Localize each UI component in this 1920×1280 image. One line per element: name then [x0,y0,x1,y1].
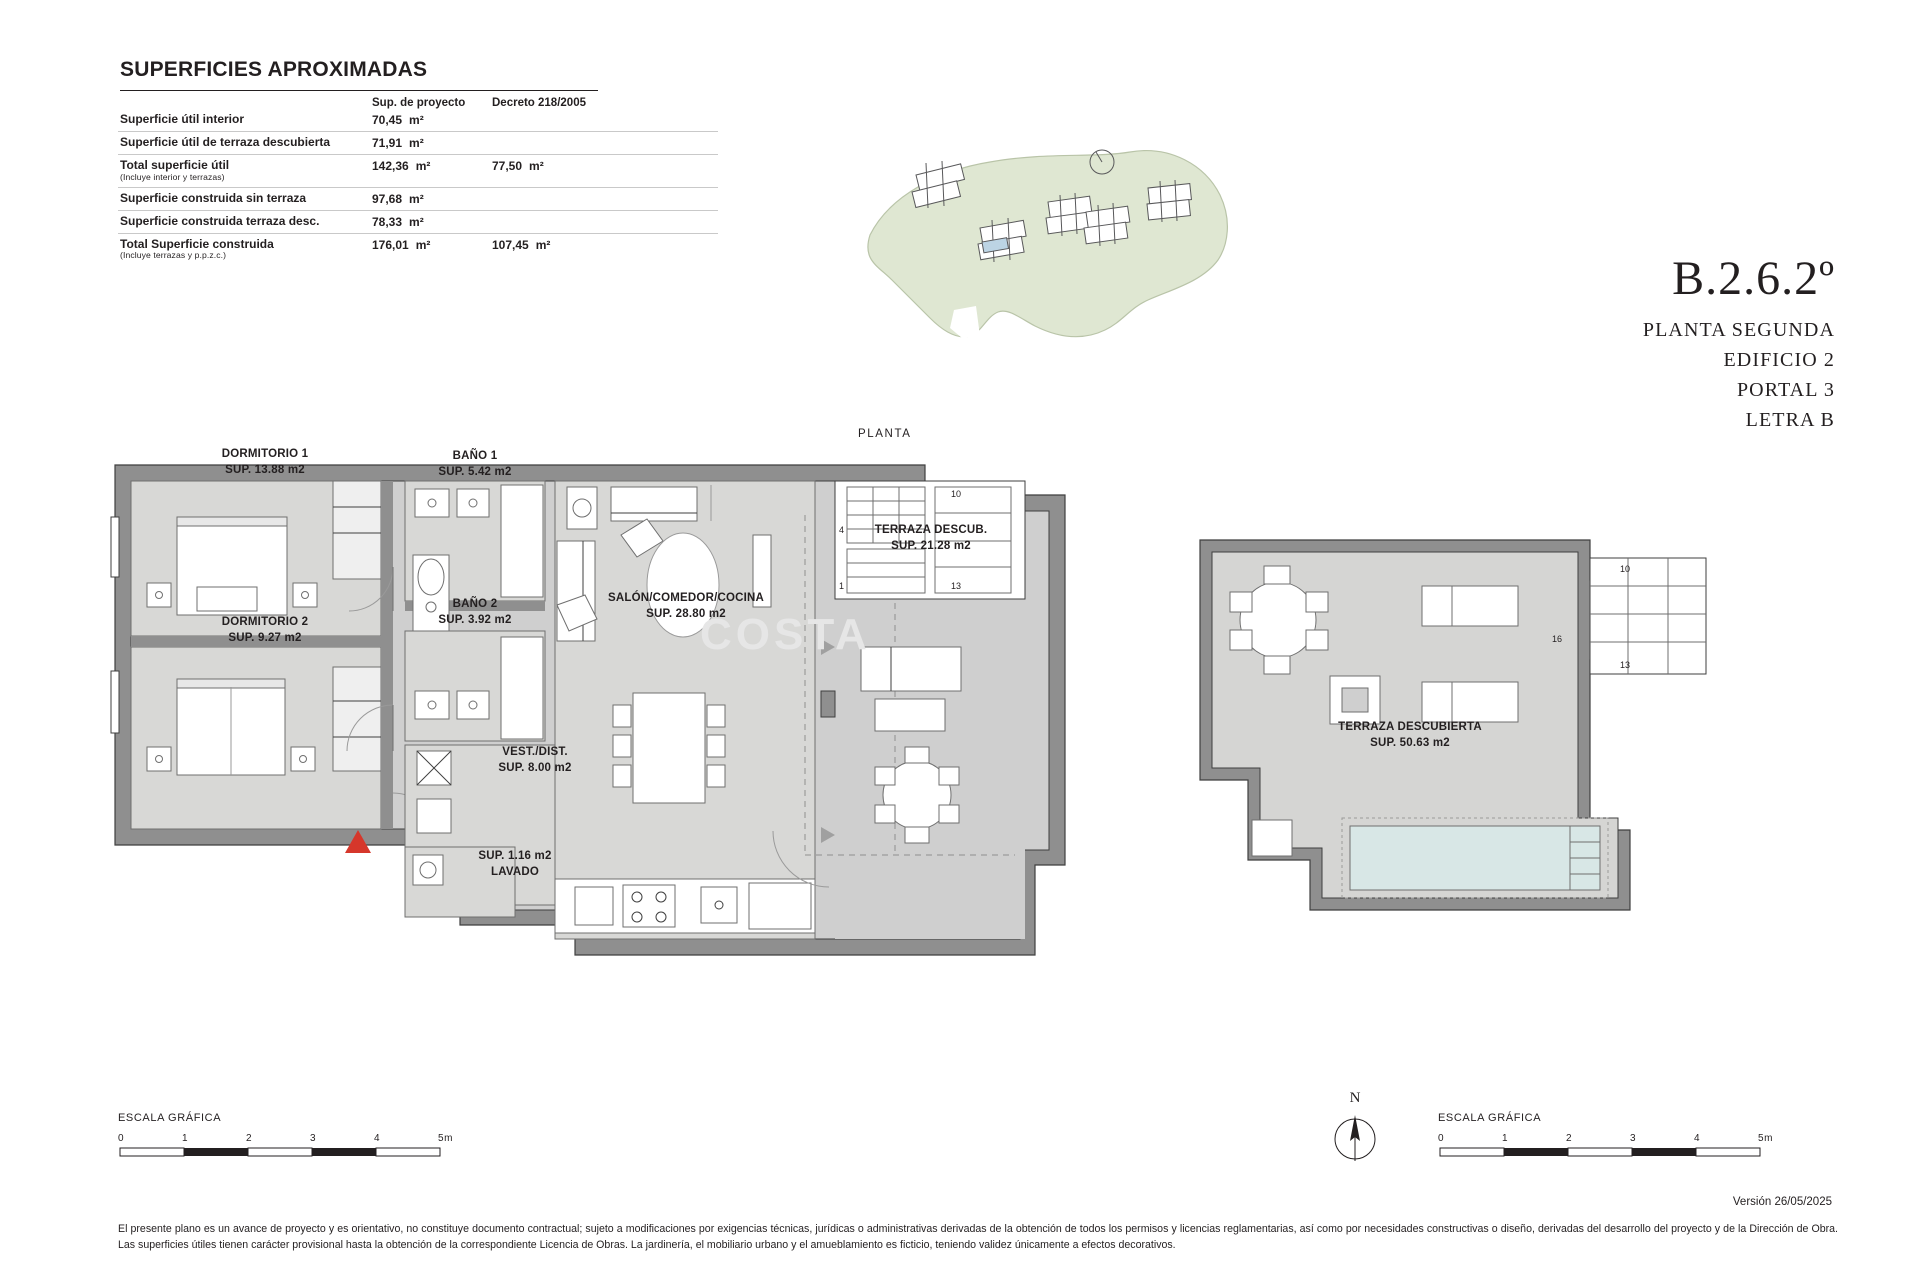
table-row [118,109,718,132]
unit-floor: PLANTA SEGUNDA [1642,319,1835,341]
swimming-pool [1350,826,1600,890]
stair-number: 4 [839,525,845,535]
planter [1252,820,1292,856]
row-decree-value: 77,50 [492,159,523,173]
sink [415,691,449,719]
site-key-caption: PLANTA [858,428,912,440]
table-row [118,155,718,188]
oven [701,887,737,923]
row-project-value: 97,68 [372,191,403,206]
structural-column [821,691,835,717]
row-label: Total superficie útil [120,158,230,172]
row-decree-unit: m² [529,159,544,173]
terrace-plan [1190,530,1830,1000]
scale-bar-left [118,1112,478,1162]
unit-building: EDIFICIO 2 [1723,349,1835,371]
sun-lounger [1422,586,1518,626]
unit-title-block [1642,252,1835,435]
col-header-decree: Decreto 218/2005 [492,97,586,109]
sofa [611,487,697,521]
watermark: COSTA [700,610,871,659]
bed-1-headboard [177,517,287,526]
scale-bar-right [1438,1112,1798,1162]
scale-title-left: ESCALA GRÁFICA [118,1112,222,1124]
row-project-value: 70,45 [372,113,403,127]
row-project-unit: m² [409,113,424,127]
stair-number: 13 [1620,660,1631,670]
table-row [118,234,718,266]
nightstand [293,583,317,607]
washing-machine [413,855,443,885]
row-label: Superficie útil interior [120,112,245,126]
unit-portal: PORTAL 3 [1736,379,1835,401]
partition-wall [381,481,393,829]
room-label-bedroom-2: DORMITORIO 2 SUP. 9.27 m2 [221,616,309,644]
room-label-bedroom-1: DORMITORIO 1 SUP. 13.88 m2 [221,448,309,476]
toilet [457,489,489,517]
stair-number: 16 [1552,634,1563,644]
row-project-unit: m² [409,136,424,150]
stair-number: 13 [951,581,962,591]
table-row [118,132,718,155]
row-project-unit: m² [409,214,424,229]
north-letter: N [1349,1090,1361,1106]
room-label-laundry: SUP. 1.16 m2 LAVADO [478,850,552,878]
sun-lounger [861,647,961,691]
row-label: Superficie construida sin terraza [120,190,307,205]
shower-tray [501,637,543,739]
wardrobe [333,481,381,579]
kitchen-cabinet [749,883,811,929]
window [111,517,119,577]
hall-cabinet [417,799,451,833]
nightstand [291,747,315,771]
toilet [457,691,489,719]
room-label-terrace: TERRAZA DESCUBIERTA SUP. 50.63 m2 [1338,721,1482,749]
scale-ticks-right: 0 1 2 3 4 5m [1438,1133,1774,1144]
legal-disclaimer: El presente plano es un avance de proyecto y es orientativo, no constituye documento contractual; sujeto a modificaciones por exigencias técnicas, jurídicas o administrativas derivadas de la obtención de todos los permisos y licencias reglamentarias, así como por necesidades constructivas o diseño, derivadas del desarrollo del proyecto y de la Dirección de Obra. Las superficies útiles tienen carácter provisional hasta la obtención de la correspondiente Licencia de Obras. La jardinería, el mobiliario urbano y el amueblamiento es ficticio, teniendo validez únicamente a efectos decorativos. [118,1223,1838,1251]
col-header-blank [120,97,372,109]
kitchen-sink [575,887,613,925]
scale-graphic-right [1438,1146,1798,1162]
row-label: Total Superficie construida [120,236,274,251]
row-label: Superficie construida terraza desc. [120,213,320,228]
sideboard [567,487,597,529]
nightstand [147,747,171,771]
stair-number: 10 [951,489,962,499]
stair-number: 10 [1620,564,1631,574]
surfaces-table [118,58,718,265]
room-label-bathroom-1: BAÑO 1 SUP. 5.42 m2 [438,450,512,478]
table-row [118,188,718,211]
sink [415,489,449,517]
room-label-terrace-main: TERRAZA DESCUB. SUP. 21.28 m2 [874,524,988,552]
unit-letter: LETRA B [1745,409,1835,431]
site-key-plan [830,140,1300,390]
stair-core [1590,558,1706,674]
row-label: Superficie útil de terraza descubierta [120,135,331,149]
row-decree-value: 107,45 [492,237,529,252]
side-table [875,699,945,731]
sun-lounger [1422,682,1518,722]
north-arrow [1325,1090,1385,1167]
room-label-living: SALÓN/COMEDOR/COCINA SUP. 28.80 m2 [607,592,765,620]
dining-table [633,693,705,803]
surfaces-title: SUPERFICIES APROXIMADAS [120,58,428,81]
row-project-value: 78,33 [372,214,403,229]
row-note: (Incluye terrazas y p.p.z.c.) [120,250,227,261]
row-project-unit: m² [415,237,431,252]
shower-tray [501,485,543,597]
nightstand [147,583,171,607]
scale-title-right: ESCALA GRÁFICA [1438,1112,1542,1124]
surfaces-column-headers [118,97,718,109]
scale-graphic-left [118,1146,478,1162]
scale-ticks-left: 0 1 2 3 4 5m [118,1133,454,1144]
room-label-hall: VEST./DIST. SUP. 8.00 m2 [498,746,572,774]
unit-code: B.2.6.2º [1672,252,1835,305]
row-decree-unit: m² [535,237,551,252]
title-underline [120,90,598,91]
bedroom-1-bench [197,587,257,611]
col-header-project: Sup. de proyecto [372,97,466,109]
room-label-bathroom-2: BAÑO 2 SUP. 3.92 m2 [438,598,512,626]
bed-2-headboard [177,679,285,688]
version-label: Versión 26/05/2025 [1732,1196,1832,1208]
row-project-value: 176,01 [372,237,409,252]
row-project-value: 71,91 [372,136,403,150]
compass-icon [1325,1107,1385,1167]
stair-number: 1 [839,581,845,591]
row-project-unit: m² [409,191,424,206]
apartment-floor-plan [105,448,1165,1065]
hob [623,885,675,927]
window [111,671,119,733]
row-project-value: 142,36 [372,159,409,173]
row-note: (Incluye interior y terrazas) [120,171,225,182]
table-row [118,211,718,234]
row-project-unit: m² [415,159,431,173]
wardrobe [333,667,381,771]
